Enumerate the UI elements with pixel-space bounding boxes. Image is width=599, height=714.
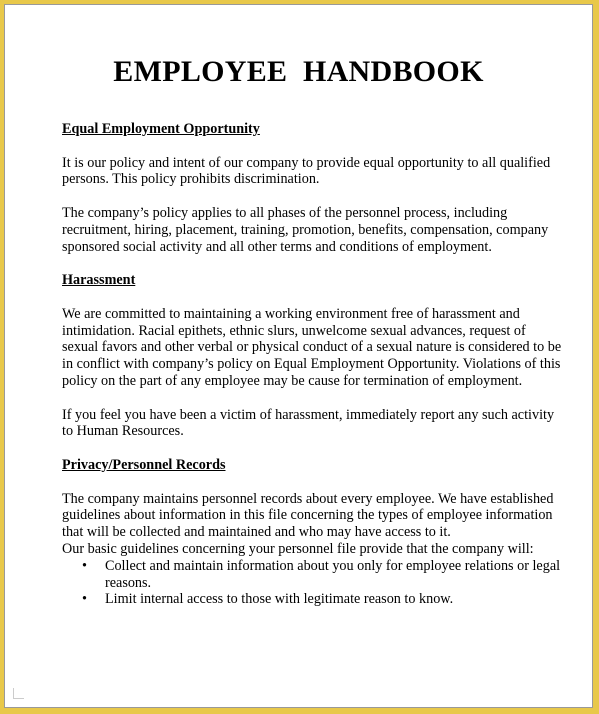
document-title: EMPLOYEE HANDBOOK xyxy=(113,55,484,88)
document-body xyxy=(62,121,562,608)
section-privacy-records xyxy=(62,457,562,608)
section-heading: Equal Employment Opportunity xyxy=(62,121,260,137)
bullet-item xyxy=(62,558,562,592)
bullet-icon: • xyxy=(82,591,87,608)
bullet-text: Collect and maintain information about you only for employee relations or legal reasons. xyxy=(105,557,561,591)
paragraph: Our basic guidelines concerning your personnel file provide that the company will: xyxy=(62,540,534,557)
paragraph: It is our policy and intent of our company to provide equal opportunity to all qualified persons. This policy prohibits discrimination. xyxy=(62,154,551,188)
bullet-icon: • xyxy=(82,557,87,574)
section-equal-employment xyxy=(62,121,562,255)
section-harassment xyxy=(62,272,562,440)
page-corner-mark xyxy=(13,688,24,699)
paragraph: The company maintains personnel records about every employee. We have established guidelines about information in this file concerning the types of employee information that will be collected and maintained and who may have access to it. xyxy=(62,490,554,541)
bullet-list xyxy=(62,558,562,608)
paragraph: We are committed to maintaining a working environment free of harassment and intimidation. Racial epithets, ethnic slurs, unwelcome sexual advances, request of sexual favors and other verbal or physical conduct of a sexual nature is considered to be in conflict with company’s policy on Equal Employment Opportunity. Violations of this policy on the part of any employee may be cause for termination of employment. xyxy=(62,305,562,389)
section-heading: Privacy/Personnel Records xyxy=(62,456,226,473)
section-heading: Harassment xyxy=(62,272,136,289)
document-page xyxy=(4,4,593,708)
bullet-item xyxy=(62,591,562,608)
paragraph: The company’s policy applies to all phases of the personnel process, including recruitment, hiring, placement, training, promotion, benefits, compensation, company sponsored social activity and all other terms and conditions of employment. xyxy=(62,204,549,255)
bullet-text: Limit internal access to those with legitimate reason to know. xyxy=(105,591,454,608)
paragraph: If you feel you have been a victim of harassment, immediately report any such activity to Human Resources. xyxy=(62,406,555,440)
